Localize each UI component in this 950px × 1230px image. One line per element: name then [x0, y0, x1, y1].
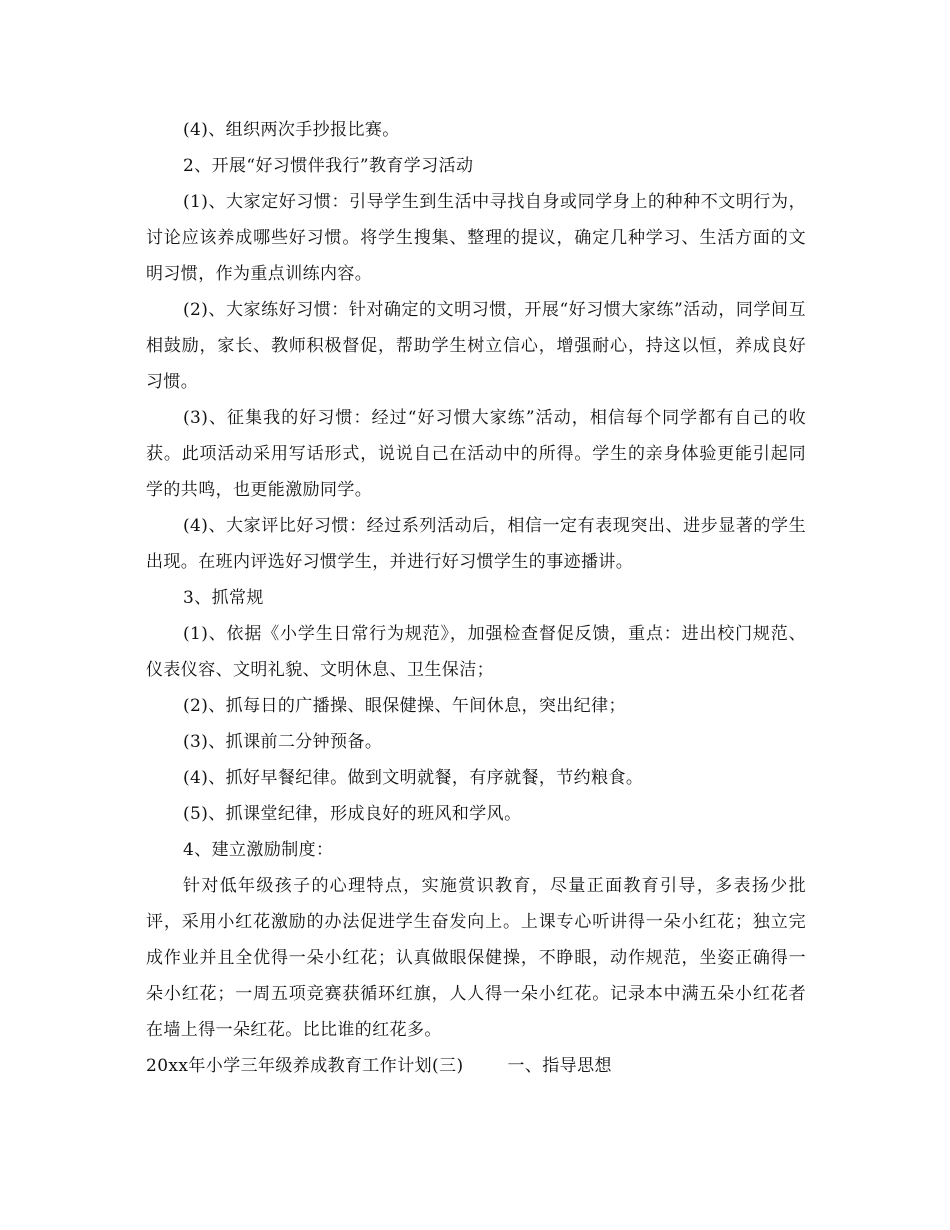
paragraph-routine-preparation: (3)、抓课前二分钟预备。 [183, 732, 383, 752]
plan-title: 20xx年小学三年级养成教育工作计划(三) [146, 1056, 464, 1076]
paragraph-incentive-system: 针对低年级孩子的心理特点，实施赏识教育，尽量正面教育引导，多表扬少批评，采用小红花激励的办法促进学生奋发向上。上课专心听讲得一朵小红花；独立完成作业并且全优得一朵小红花；认真做眼保健操，不睁眼，动作规范，坐姿正确得一朵小红花；一周五项竞赛获循环红旗，人人得一朵小红花。记录本中满五朵小红花者在墙上得一朵红花。比比谁的红花多。 [146, 876, 806, 1040]
paragraph-evaluate-good-habits: (4)、大家评比好习惯：经过系列活动后，相信一定有表现突出、进步显著的学生出现。在班内评选好习惯学生，并进行好习惯学生的事迹播讲。 [146, 516, 806, 572]
paragraph-routine-classroom: (5)、抓课堂纪律，形成良好的班风和学风。 [183, 804, 522, 824]
section-heading-good-habits: 2、开展“好习惯伴我行”教育学习活动 [183, 156, 474, 176]
section-heading-routines: 3、抓常规 [183, 588, 264, 608]
document-body [146, 112, 806, 1084]
section-heading-incentives: 4、建立激励制度： [183, 840, 334, 860]
paragraph-item-4-posters: (4)、组织两次手抄报比赛。 [183, 120, 400, 140]
paragraph-routine-exercises: (2)、抓每日的广播操、眼保健操、午间休息，突出纪律； [183, 696, 626, 716]
guiding-idea-heading: 一、指导思想 [507, 1056, 612, 1076]
paragraph-collect-good-habits: (3)、征集我的好习惯：经过“好习惯大家练”活动，相信每个同学都有自己的收获。此项活动采用写话形式，说说自己在活动中的所得。学生的亲身体验更能引起同学的共鸣，也更能激励同学。 [146, 408, 806, 500]
paragraph-routine-breakfast: (4)、抓好早餐纪律。做到文明就餐，有序就餐，节约粮食。 [183, 768, 644, 788]
paragraph-set-good-habits: (1)、大家定好习惯：引导学生到生活中寻找自身或同学身上的种种不文明行为，讨论应该养成哪些好习惯。将学生搜集、整理的提议，确定几种学习、生活方面的文明习惯，作为重点训练内容。 [146, 192, 806, 284]
closing-line [146, 1048, 806, 1084]
paragraph-practice-good-habits: (2)、大家练好习惯：针对确定的文明习惯，开展“好习惯大家练”活动，同学间互相鼓励，家长、教师积极督促，帮助学生树立信心，增强耐心，持这以恒，养成良好习惯。 [146, 300, 806, 392]
paragraph-routine-standards: (1)、依据《小学生日常行为规范》，加强检查督促反馈，重点：进出校门规范、仪表仪容、文明礼貌、文明休息、卫生保洁； [146, 624, 806, 680]
